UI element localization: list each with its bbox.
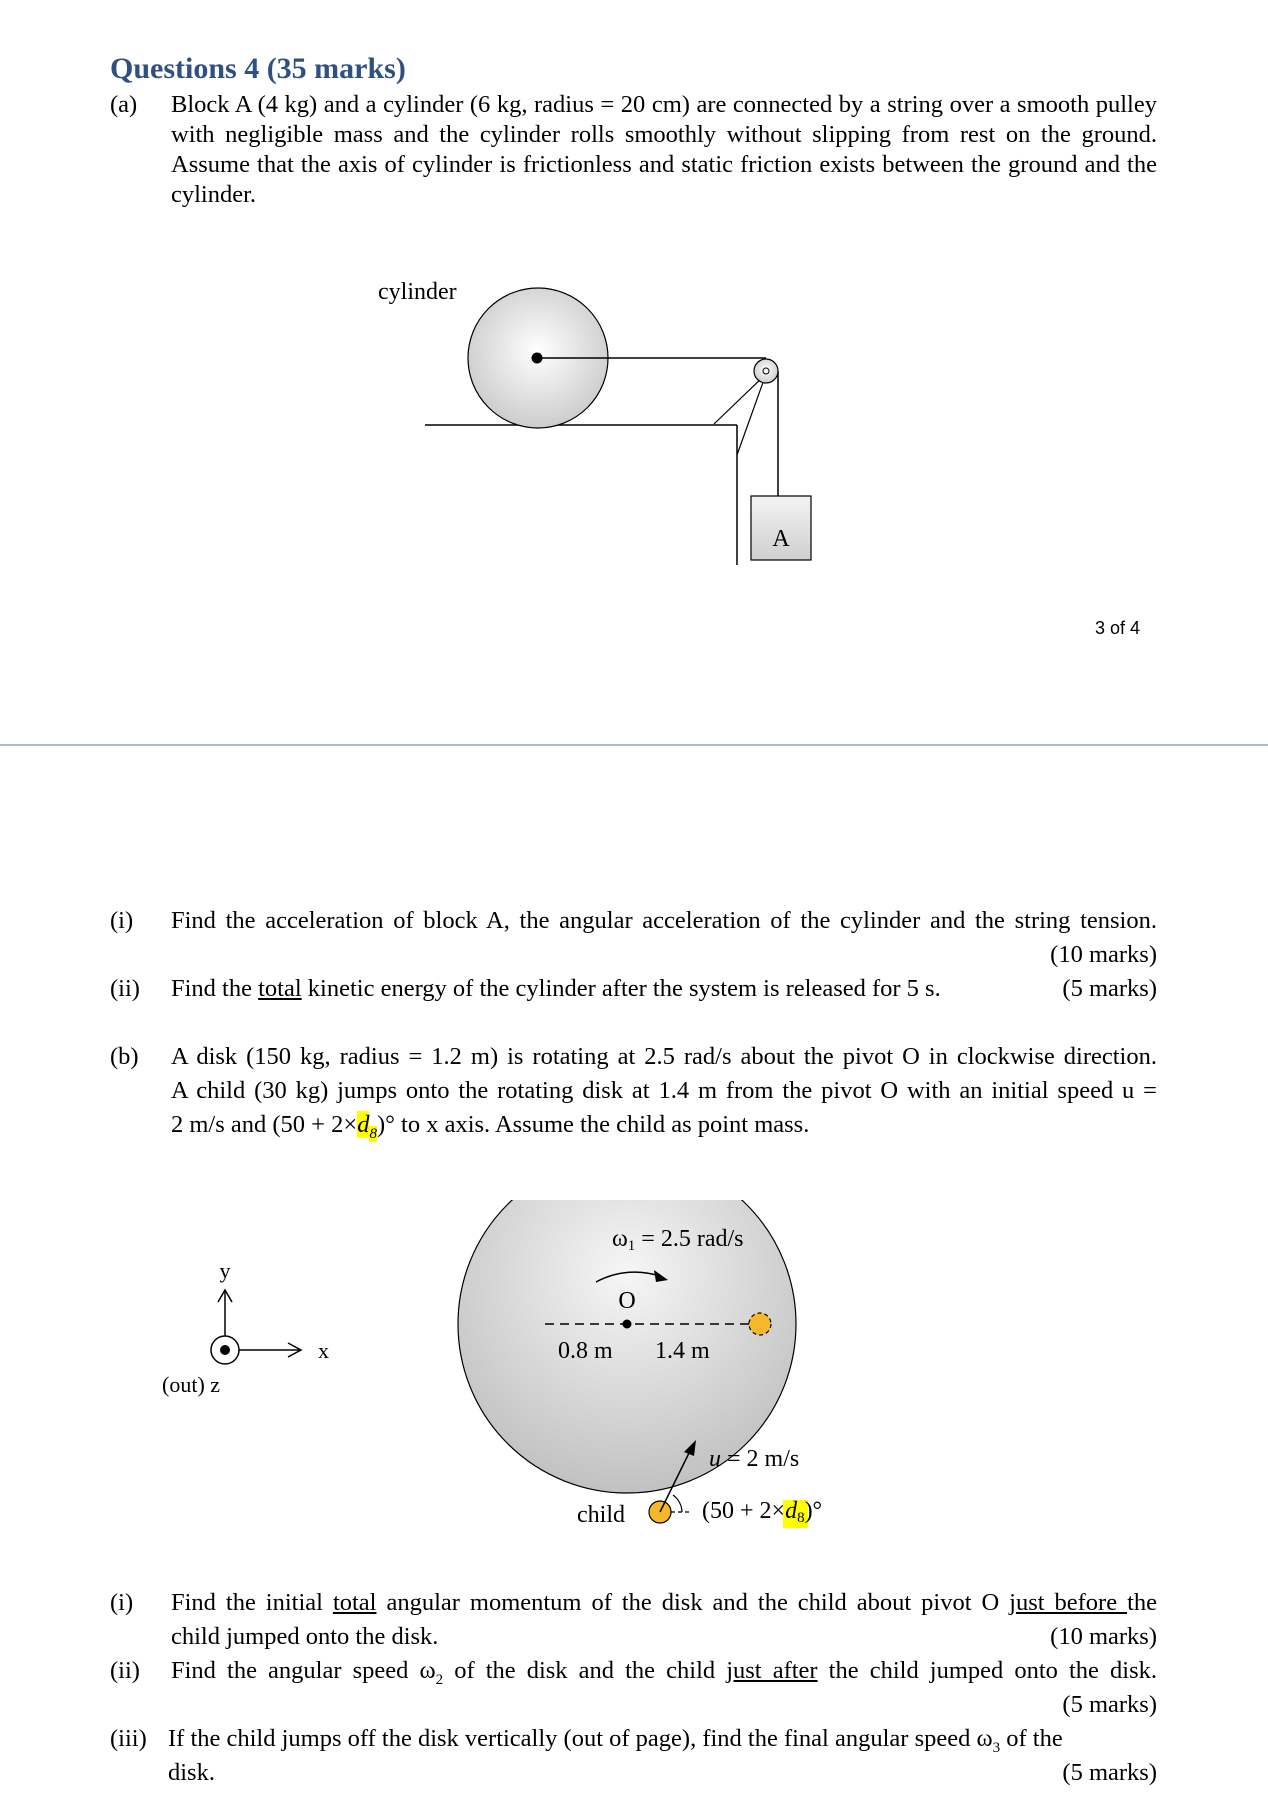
page-number: 3 of 4 [1095,618,1141,638]
b-i-line2: child jumped onto the disk. [171,1623,439,1650]
a-ii-text: Find the total kinetic energy of the cylinder after the system is released for 5 s. [171,975,941,1002]
coordinate-axes [162,1258,329,1397]
b-iii-line1: If the child jumps off the disk vertically (out of page), find the final angular speed $\omega_3$ of the [168,1725,1063,1756]
a-i-marks: (10 marks) [1050,941,1157,968]
distance-left-label: 0.8 m [558,1338,613,1364]
part-a-label: (a) [110,91,138,118]
part-b-line3: 2 m/s and $(50 + 2\times d_8)^\circ$ to x axis. Assume the child as point mass. [171,1111,810,1142]
cylinder-label: cylinder [378,279,457,305]
a-ii-marks: (5 marks) [1062,975,1157,1002]
b-i-line1: Find the initial total angular momentum of the disk and the child about pivot O just before the [171,1589,1157,1616]
axis-x-label: x [318,1338,329,1363]
question-title: Questions 4 (35 marks) [110,52,406,85]
b-iii-label: (iii) [110,1725,147,1752]
a-ii-label: (ii) [110,975,140,1002]
axis-y-label: y [219,1258,231,1283]
angle-label: (50 + 2×d8)° [702,1498,823,1526]
pulley-support [714,374,766,424]
axis-z-label: (out) z [162,1372,221,1397]
pulley-axle [763,368,769,374]
figure-disk [0,1200,1268,1560]
b-iii-marks: (5 marks) [1062,1759,1157,1786]
distance-right-label: 1.4 m [655,1338,710,1364]
part-b-line2: A child (30 kg) jumps onto the rotating disk at 1.4 m from the pivot O with an initial speed u = [171,1077,1157,1104]
a-i-text: Find the acceleration of block A, the angular acceleration of the cylinder and the string tension. [171,907,1157,934]
child-landing-position [749,1313,771,1335]
a-i-label: (i) [110,907,134,934]
block-a-label: A [772,526,790,552]
part-b-line1: A disk (150 kg, radius = 1.2 m) is rotating at 2.5 rad/s about the pivot O in clockwise direction. [171,1043,1157,1070]
b-ii-label: (ii) [110,1657,140,1684]
speed-label: u = 2 m/s [709,1446,800,1472]
b-iii-line2: disk. [168,1759,215,1786]
pivot-o [623,1320,632,1329]
omega1-label: ω1 = 2.5 rad/s [612,1226,744,1254]
part-a-text: Block A (4 kg) and a cylinder (6 kg, radius = 20 cm) are connected by a string over a smooth pulley with negligible mass and the cylinder rolls smoothly without slipping from rest on the ground. Assume that the axis of cylinder is frictionless and static friction exists between the ground and the cylinder. [171,91,1157,208]
page-separator [0,744,1268,746]
angle-arc [673,1495,682,1512]
pivot-label: O [618,1288,636,1314]
pulley-support-2 [737,374,766,455]
b-ii-text: Find the angular speed $\omega_2$ of the disk and the child just after the child jumped onto the disk. [171,1657,1157,1688]
b-ii-marks: (5 marks) [1062,1691,1157,1718]
figure-cylinder-pulley [0,0,1268,600]
part-b-label: (b) [110,1043,139,1070]
child-label: child [577,1502,625,1528]
b-i-label: (i) [110,1589,134,1616]
b-i-marks: (10 marks) [1050,1623,1157,1650]
